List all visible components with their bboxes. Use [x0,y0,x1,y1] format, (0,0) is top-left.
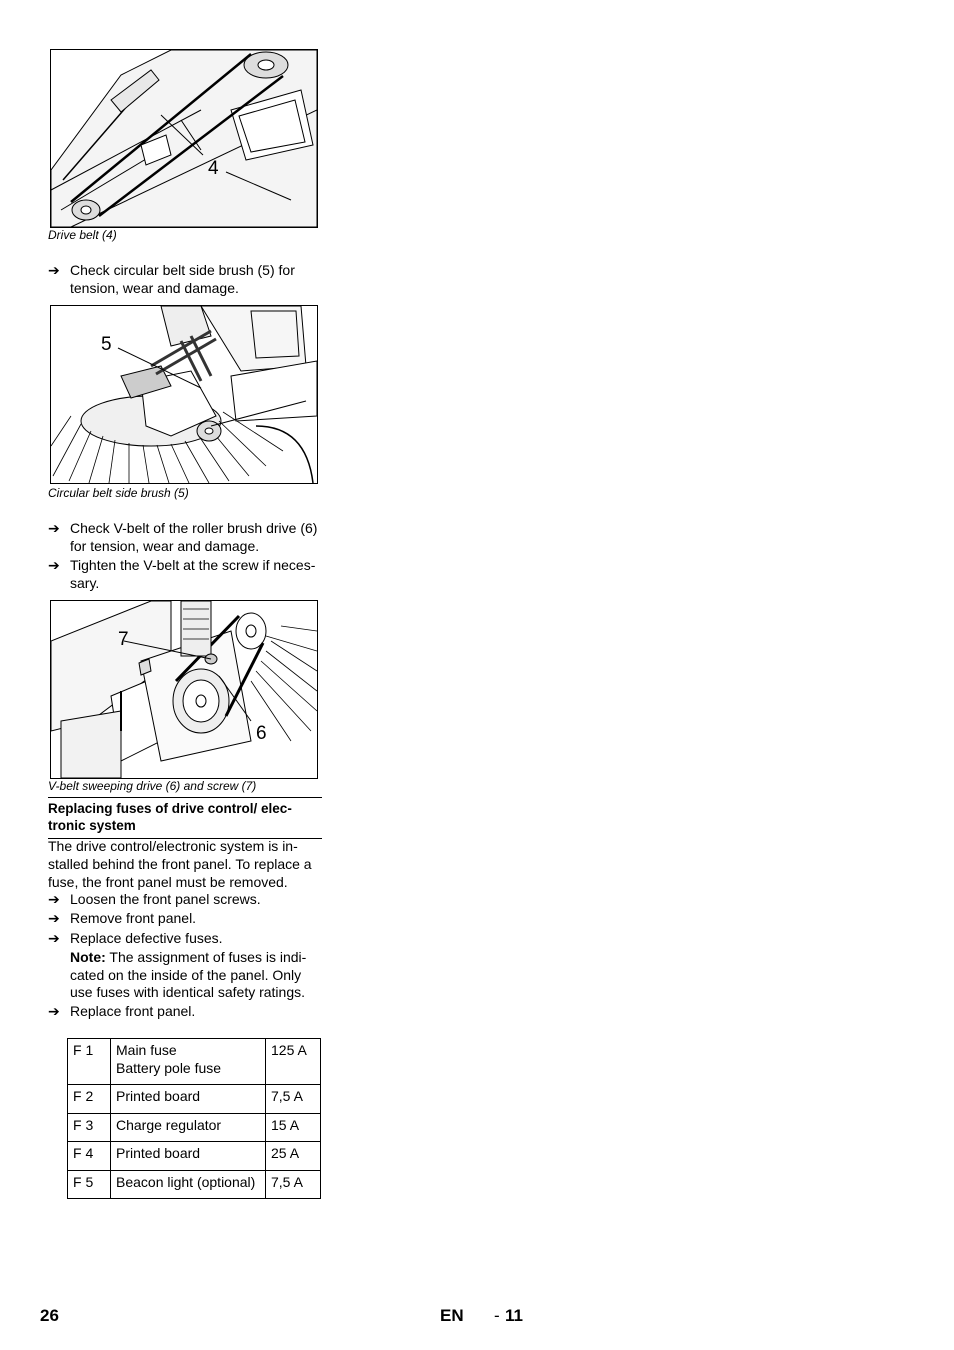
fuse-description: Printed board [111,1142,266,1171]
step-text: Tighten the V-belt at the screw if neces-sary. [70,557,316,591]
fuse-rating: 25 A [266,1142,321,1171]
figure-caption-drive-belt: Drive belt (4) [48,228,117,242]
fuse-id: F 4 [68,1142,111,1171]
side-brush-illustration [51,306,317,483]
fuse-description: Beacon light (optional) [111,1170,266,1199]
figure-callout-5: 5 [101,334,112,355]
figure-callout-7: 7 [118,629,129,650]
figure-callout-6: 6 [256,723,267,744]
v-belt-drive-illustration [51,601,317,778]
arrow-icon: ➔ [48,930,60,946]
page-number: 26 [40,1306,59,1325]
step-replace-panel [48,1003,323,1021]
section-intro: The drive control/electronic system is in-stalled behind the front panel. To replace a fuse, the front panel must be removed. [48,838,312,890]
step-text: Remove front panel. [70,910,197,926]
fuse-rating: 7,5 A [266,1085,321,1114]
table-row [68,1113,321,1142]
section-heading: Replacing fuses of drive control/ elec-tronic system [48,797,322,839]
fuse-id: F 2 [68,1085,111,1114]
fuse-rating: 7,5 A [266,1170,321,1199]
note-text: The assignment of fuses is indi-cated on the inside of the panel. Only use fuses with identical safety ratings. [70,949,307,1000]
step-text: Check V-belt of the roller brush drive (6) for tension, wear and damage. [70,520,318,554]
step-text: Loosen the front panel screws. [70,891,261,907]
arrow-icon: ➔ [48,910,60,926]
arrow-icon: ➔ [48,557,60,573]
arrow-icon: ➔ [48,891,60,907]
drive-belt-illustration [51,50,317,227]
fuse-rating: 15 A [266,1113,321,1142]
figure-caption-side-brush: Circular belt side brush (5) [48,486,189,500]
fuse-id: F 3 [68,1113,111,1142]
table-row [68,1085,321,1114]
figure-drive-belt [50,49,318,228]
fuse-description: Printed board [111,1085,266,1114]
step-loosen-screws [48,891,323,909]
fuse-desc-line: Main fuse [116,1042,177,1058]
figure-caption-v-belt-drive: V-belt sweeping drive (6) and screw (7) [48,779,257,793]
sub-page-number: 11 [505,1306,523,1325]
table-row [68,1142,321,1171]
language-code: EN [440,1306,464,1325]
fuse-description [111,1039,266,1085]
fuse-id: F 5 [68,1170,111,1199]
table-row [68,1170,321,1199]
arrow-icon: ➔ [48,1003,60,1019]
step-remove-panel [48,910,323,928]
table-row [68,1039,321,1085]
step-text: Replace defective fuses. [70,930,223,946]
footer-dash: - [494,1306,500,1325]
step-text: Replace front panel. [70,1003,196,1019]
step-text: Check circular belt side brush (5) for tension, wear and damage. [70,262,295,296]
step-check-v-belt [48,520,323,555]
step-check-side-brush [48,262,323,297]
fuse-description: Charge regulator [111,1113,266,1142]
figure-v-belt-drive [50,600,318,779]
figure-side-brush [50,305,318,484]
figure-callout-4: 4 [208,158,219,179]
step-tighten-v-belt [48,557,323,592]
fuse-desc-line: Battery pole fuse [116,1059,222,1076]
fuse-table [67,1038,321,1199]
arrow-icon: ➔ [48,262,60,278]
fuse-note [70,949,325,1002]
fuse-id: F 1 [68,1039,111,1085]
note-label: Note: [70,949,106,965]
step-replace-fuses [48,930,323,948]
arrow-icon: ➔ [48,520,60,536]
fuse-rating: 125 A [266,1039,321,1085]
